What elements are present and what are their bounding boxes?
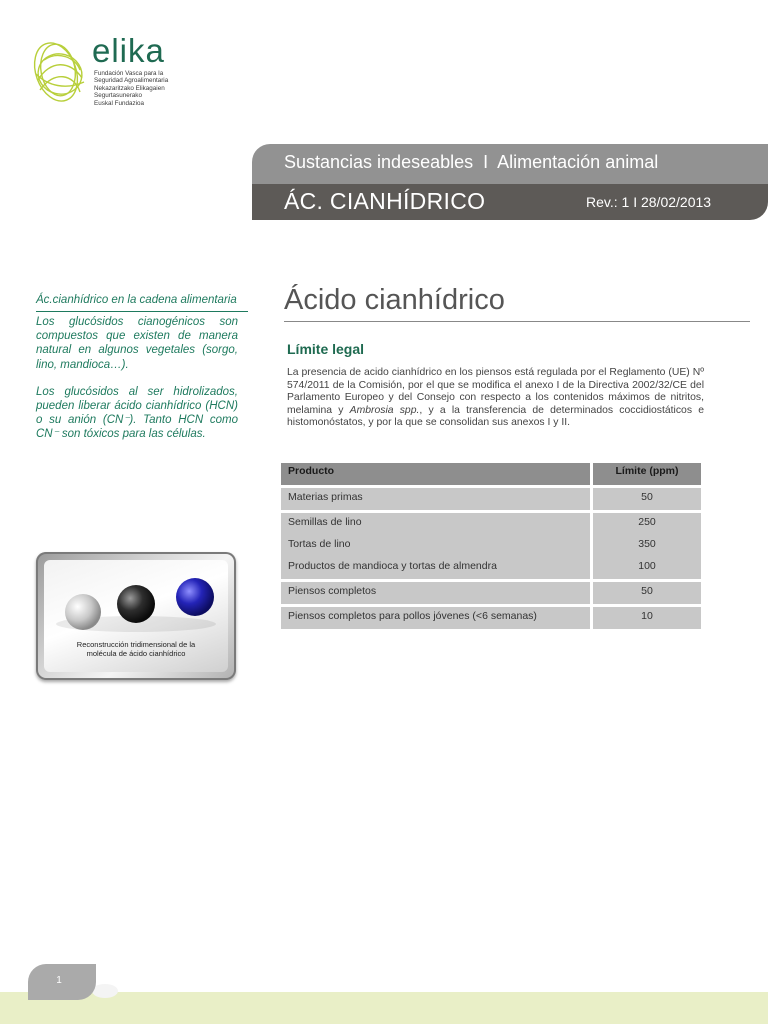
figure-caption: [50, 640, 222, 658]
elika-logo: [30, 30, 190, 115]
limits-table: [281, 463, 701, 629]
sidebar-paragraph: Los glucósidos al ser hidrolizados, pueden liberar ácido cianhídrico (HCN) o su anión (CN⁻). Tanto HCN como CN⁻ son tóxicos para las células.: [36, 385, 238, 441]
figure-caption-line: molécula de ácido cianhídrico: [86, 649, 186, 658]
table-cell-product: Semillas de lino: [281, 513, 590, 535]
table-cell-limit: 50: [593, 488, 701, 510]
sidebar-paragraph: Los glucósidos cianogénicos son compuestos que existen de manera natural en algunos vegetales (sorgo, lino, mandioca…).: [36, 316, 238, 371]
page-number-tab: [28, 964, 96, 1000]
logo-wordmark: elika: [92, 32, 165, 69]
elika-logo-mark-icon: [30, 30, 94, 114]
page-number: 1: [56, 975, 62, 986]
table-cell-limit: 100: [593, 557, 701, 579]
molecule-figure: [36, 552, 236, 680]
sidebar-divider: [36, 311, 248, 312]
page-tab-shadow: [92, 984, 118, 998]
table-header-limit: Límite (ppm): [593, 463, 701, 485]
legal-limit-paragraph: [287, 367, 704, 430]
table-cell-limit: 10: [593, 607, 701, 629]
section-title: Ácido cianhídrico: [284, 284, 505, 316]
paragraph-text: La presencia de acido cianhídrico en los piensos está regulada por el Reglamento (UE) Nº 574/2011 de la Comisión, por el que se modifica el anexo I de la Directiva 2002/32/CE del Parlamento Europeo y del Consejo con respecto a los contenidos máximos de nitritos, melamina y: [287, 367, 704, 416]
table-cell-product: Piensos completos para pollos jóvenes (<6 semanas): [281, 607, 590, 629]
table-row: [281, 535, 701, 557]
table-row: [281, 557, 701, 579]
table-cell-product: Materias primas: [281, 488, 590, 510]
logo-subtitle-line: Euskal Fundazioa: [94, 99, 145, 107]
logo-subtitle-line: Nekazaritzako Elikagaien: [94, 84, 165, 92]
revision-info: Rev.: 1 I 28/02/2013: [586, 194, 712, 210]
header-category-band: [252, 144, 768, 184]
table-cell-product: Productos de mandioca y tortas de almendra: [281, 557, 590, 579]
sidebar-heading: Ác.cianhídrico en la cadena alimentaria: [36, 294, 237, 306]
table-row: [281, 513, 701, 535]
figure-caption-line: Reconstrucción tridimensional de la: [76, 640, 196, 649]
table-header-product: Producto: [281, 463, 590, 485]
table-cell-limit: 50: [593, 582, 701, 604]
logo-subtitle-line: Segurtasunerako: [94, 92, 142, 100]
logo-subtitle-line: Fundación Vasca para la: [94, 70, 164, 77]
sidebar: [36, 294, 248, 442]
paragraph-text: , y a la transferencia de determinados coccidiostáticos e histomonóstatos, y por la que se consolidan sus anexos I y II.: [287, 404, 705, 429]
header-category: Sustancias indeseables I Alimentación animal: [284, 152, 659, 172]
logo-subtitle: [94, 70, 194, 107]
table-cell-limit: 350: [593, 535, 701, 557]
header-title-band: [252, 184, 768, 220]
hcn-molecule-icon: [36, 552, 236, 680]
nitrogen-atom: [176, 578, 214, 616]
legal-limit-heading: Límite legal: [287, 341, 365, 357]
footer-band: [0, 992, 768, 1024]
title-divider: [284, 321, 750, 322]
table-cell-product: Piensos completos: [281, 582, 590, 604]
hydrogen-atom: [65, 594, 101, 630]
table-row: [281, 607, 701, 629]
document-title: ÁC. CIANHÍDRICO: [284, 188, 486, 214]
logo-subtitle-line: Seguridad Agroalimentaria: [94, 77, 169, 85]
table-cell-limit: 250: [593, 513, 701, 535]
paragraph-italic-text: Ambrosia spp.: [349, 404, 420, 416]
table-row: [281, 582, 701, 604]
table-row: [281, 488, 701, 510]
table-cell-product: Tortas de lino: [281, 535, 590, 557]
carbon-atom: [117, 585, 155, 623]
table-header-row: [281, 463, 701, 485]
